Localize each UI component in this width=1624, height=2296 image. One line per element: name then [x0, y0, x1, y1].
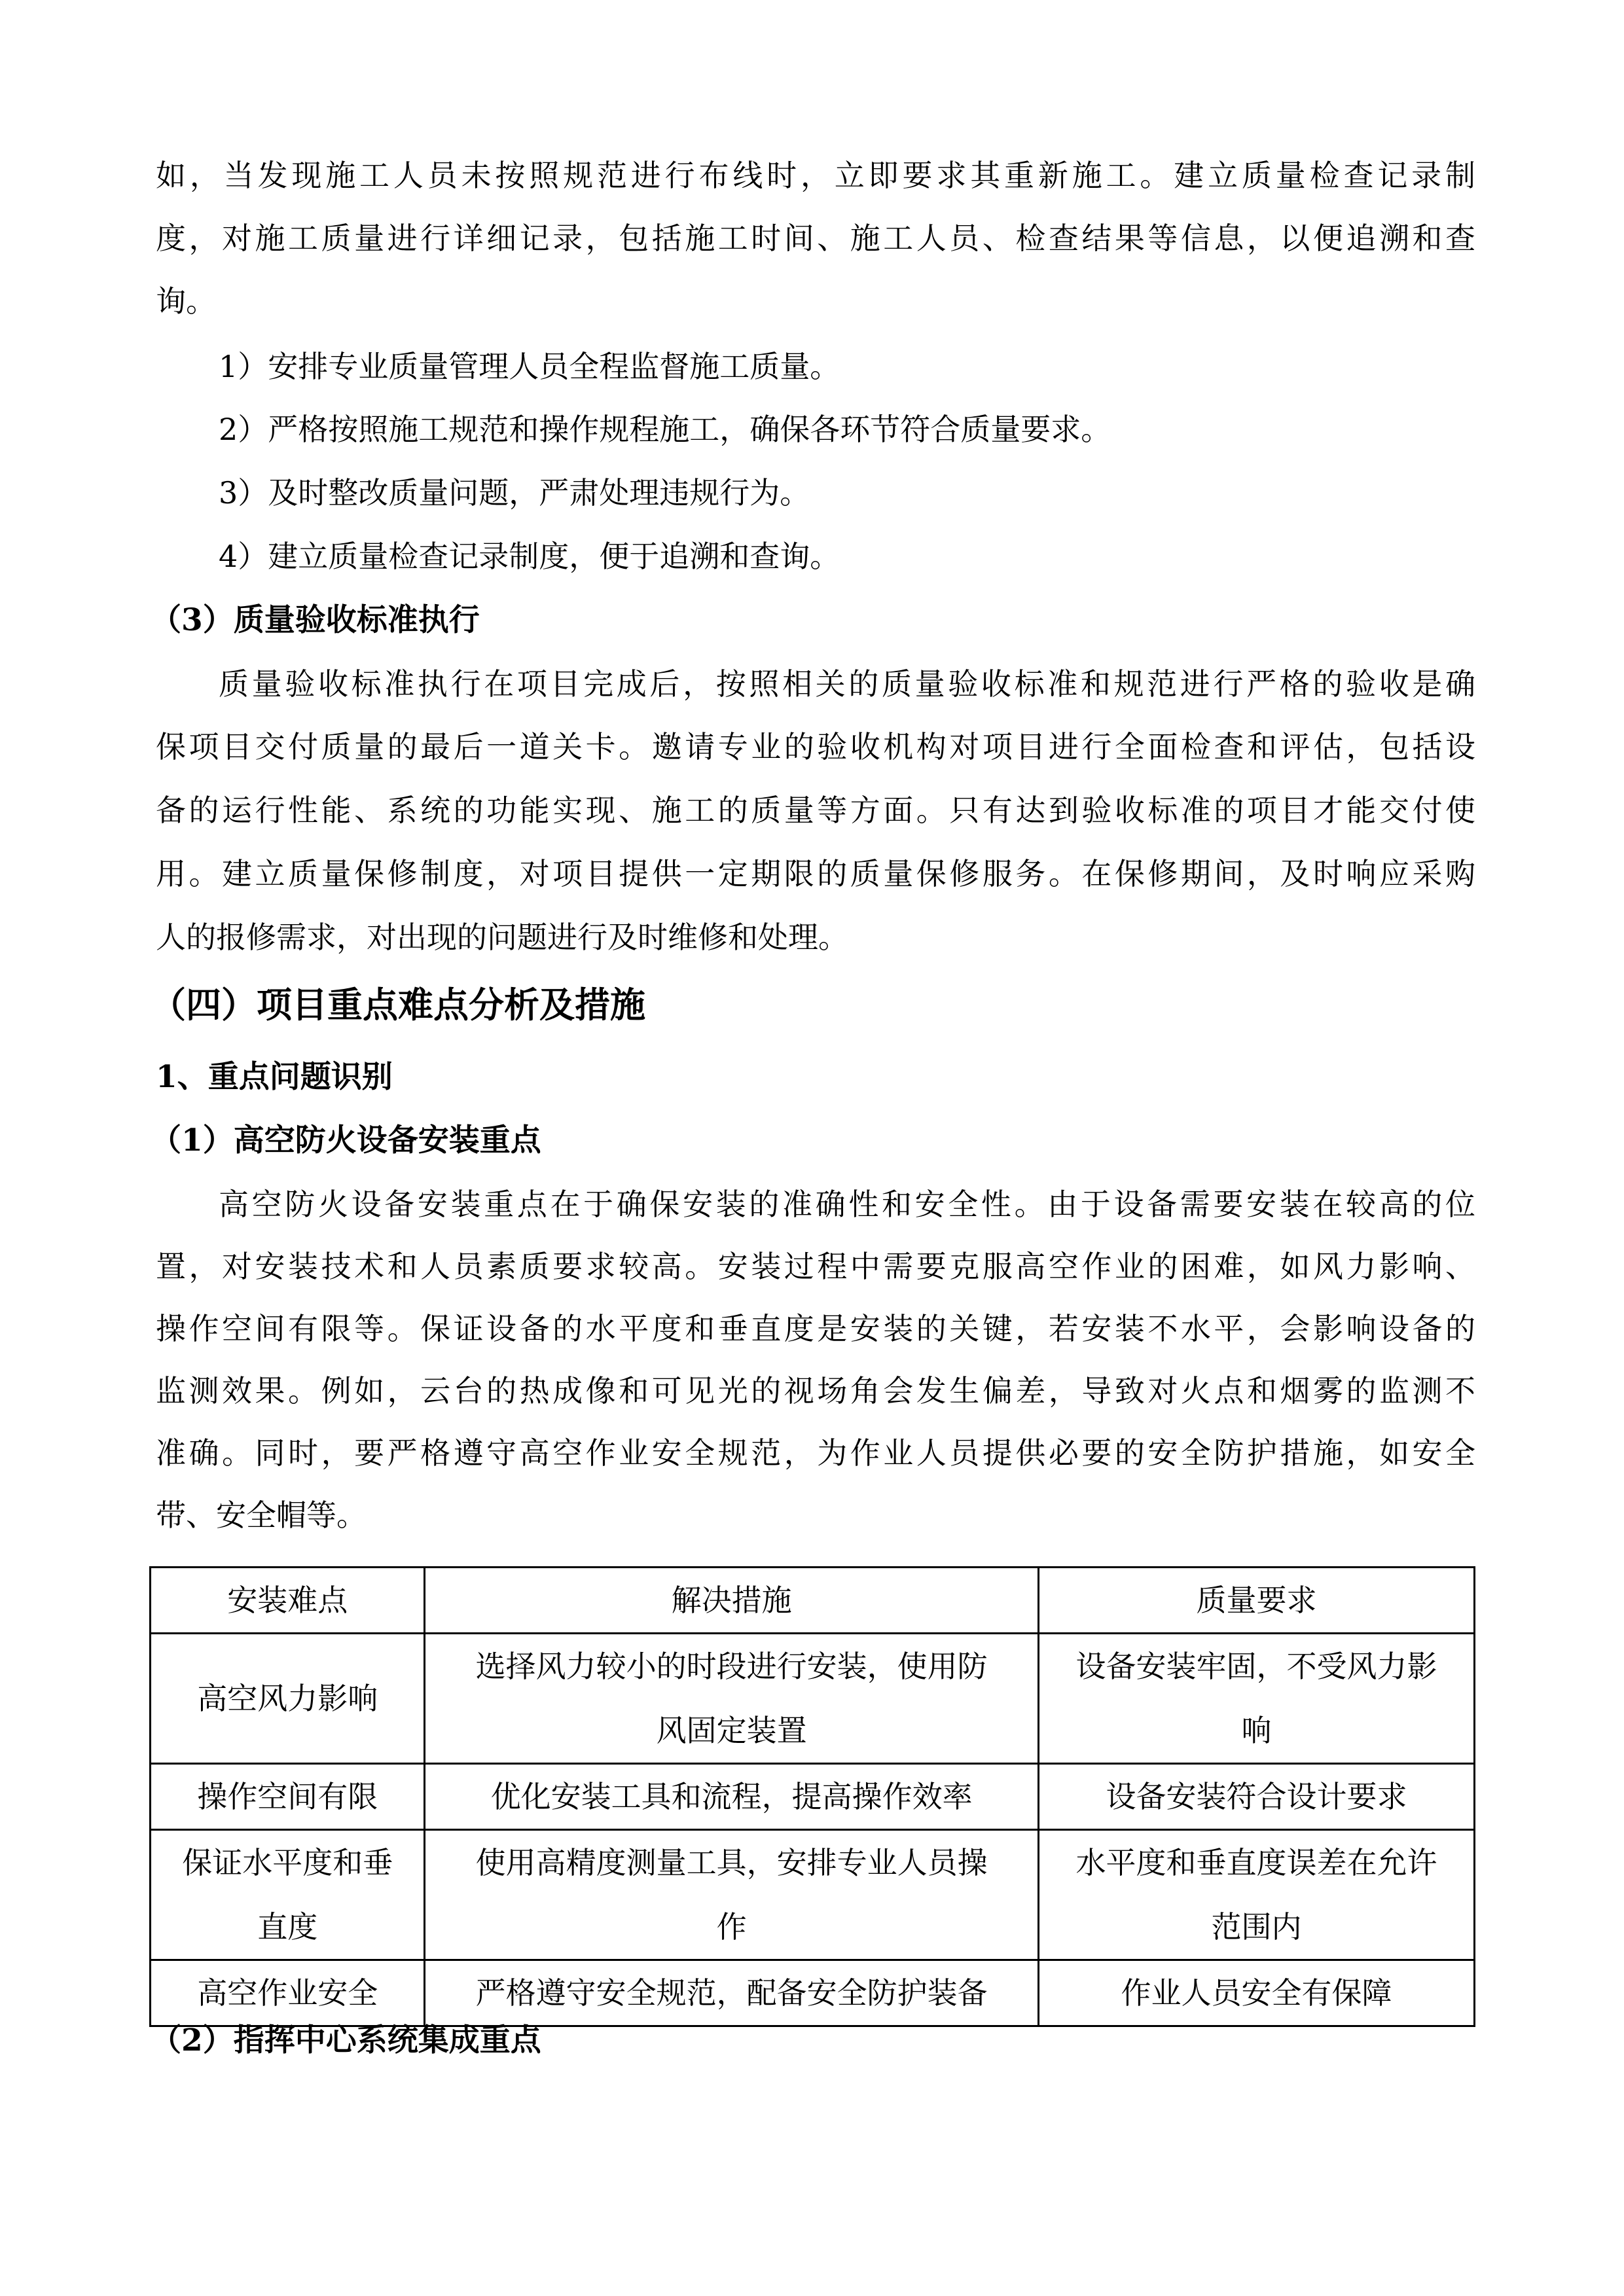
table-cell-requirement: 设备安装牢固，不受风力影 响: [1038, 1634, 1474, 1764]
intro-paragraph-line-3: 询。: [156, 283, 216, 319]
table-row: [151, 1634, 1475, 1764]
section-heading-quality-acceptance: （3）质量验收标准执行: [151, 602, 480, 638]
section-3-paragraph-line-4: 用。建立质量保修制度，对项目提供一定期限的质量保修服务。在保修期间，及时响应采购: [156, 856, 1475, 891]
table-row: [151, 1830, 1475, 1960]
table-header-difficulty: 安装难点: [151, 1568, 425, 1634]
installation-difficulties-table: [149, 1566, 1475, 2027]
table-cell-measure: 严格遵守安全规范，配备安全防护装备: [425, 1960, 1039, 2026]
table-cell-measure: 选择风力较小的时段进行安装，使用防 风固定装置: [425, 1634, 1039, 1764]
item-1-paragraph-line-3: 操作空间有限等。保证设备的水平度和垂直度是安装的关键，若安装不水平，会影响设备的: [156, 1311, 1475, 1346]
table-cell-difficulty: 高空风力影响: [151, 1634, 425, 1764]
section-3-paragraph-line-5: 人的报修需求，对出现的问题进行及时维修和处理。: [156, 920, 848, 955]
table-row: [151, 1764, 1475, 1830]
table-cell-requirement: 作业人员安全有保障: [1038, 1960, 1474, 2026]
table-header-measure: 解决措施: [425, 1568, 1039, 1634]
table-cell-requirement: 水平度和垂直度误差在允许 范围内: [1038, 1830, 1474, 1960]
list-item-3: 3）及时整改质量问题，严肃处理违规行为。: [219, 475, 810, 511]
table-cell-measure: 使用高精度测量工具，安排专业人员操 作: [425, 1830, 1039, 1960]
section-3-paragraph-line-3: 备的运行性能、系统的功能实现、施工的质量等方面。只有达到验收标准的项目才能交付使: [156, 793, 1475, 828]
list-item-4: 4）建立质量检查记录制度，便于追溯和查询。: [219, 539, 840, 574]
item-1-paragraph-line-1: 高空防火设备安装重点在于确保安装的准确性和安全性。由于设备需要安装在较高的位: [219, 1187, 1475, 1222]
section-3-paragraph-line-2: 保项目交付质量的最后一道关卡。邀请专业的验收机构对项目进行全面检查和评估，包括设: [156, 729, 1475, 764]
item-heading-high-altitude-install: （1）高空防火设备安装重点: [151, 1122, 541, 1158]
list-item-2: 2）严格按照施工规范和操作规程施工，确保各环节符合质量要求。: [219, 412, 1111, 447]
item-1-paragraph-line-6: 带、安全帽等。: [156, 1498, 367, 1533]
intro-paragraph-line-2: 度，对施工质量进行详细记录，包括施工时间、施工人员、检查结果等信息，以便追溯和查: [156, 221, 1475, 256]
section-3-paragraph-line-1: 质量验收标准执行在项目完成后，按照相关的质量验收标准和规范进行严格的验收是确: [219, 666, 1475, 702]
subheading-key-issue-identification: 1、重点问题识别: [156, 1059, 393, 1095]
table-cell-difficulty: 高空作业安全: [151, 1960, 425, 2026]
table-cell-difficulty: 保证水平度和垂 直度: [151, 1830, 425, 1960]
table-row: [151, 1960, 1475, 2026]
table-cell-measure: 优化安装工具和流程，提高操作效率: [425, 1764, 1039, 1830]
table-header-requirement: 质量要求: [1038, 1568, 1474, 1634]
chapter-heading-key-difficulties: （四）项目重点难点分析及措施: [151, 984, 645, 1026]
item-1-paragraph-line-2: 置，对安装技术和人员素质要求较高。安装过程中需要克服高空作业的困难，如风力影响、: [156, 1249, 1475, 1284]
item-1-paragraph-line-5: 准确。同时，要严格遵守高空作业安全规范，为作业人员提供必要的安全防护措施，如安全: [156, 1435, 1475, 1471]
item-1-paragraph-line-4: 监测效果。例如，云台的热成像和可见光的视场角会发生偏差，导致对火点和烟雾的监测不: [156, 1373, 1475, 1408]
table-header-row: [151, 1568, 1475, 1634]
list-item-1: 1）安排专业质量管理人员全程监督施工质量。: [219, 349, 840, 384]
intro-paragraph-line-1: 如，当发现施工人员未按照规范进行布线时，立即要求其重新施工。建立质量检查记录制: [156, 158, 1475, 193]
table-cell-requirement: 设备安装符合设计要求: [1038, 1764, 1474, 1830]
table-cell-difficulty: 操作空间有限: [151, 1764, 425, 1830]
item-heading-command-center-integration: （2）指挥中心系统集成重点: [151, 2022, 541, 2058]
